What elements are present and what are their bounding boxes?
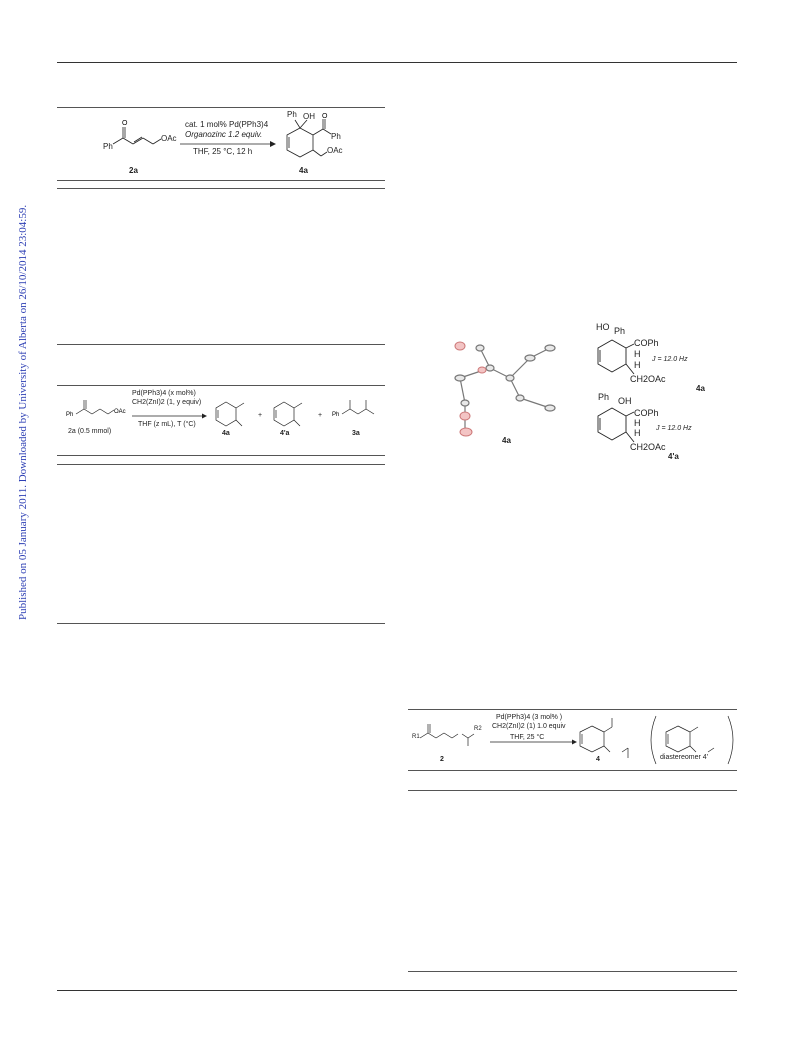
scheme2-condition-3: THF (z mL), T (°C) [138, 421, 196, 428]
scheme2-plus-2: + [318, 412, 323, 419]
page-footer-rule [57, 990, 737, 991]
scheme3-r1: R1 [412, 734, 420, 740]
bottom-coph: COPh [634, 408, 659, 418]
scheme3-condition-2: CH2(ZnI)2 (1) 1.0 equiv [492, 723, 566, 730]
top-h1: H [634, 349, 641, 359]
scheme2-condition-1: Pd(PPh3)4 (x mol%) [132, 390, 196, 397]
table3-top-rule [408, 709, 737, 710]
bottom-h2: H [634, 428, 641, 438]
scheme3-r2: R2 [474, 726, 482, 732]
scheme1-condition-3: THF, 25 °C, 12 h [193, 147, 253, 156]
figure-ortep [420, 318, 580, 448]
svg-text:Ph: Ph [66, 412, 74, 418]
figure-structures [590, 318, 730, 478]
scheme1-condition-1: cat. 1 mol% Pd(PPh3)4 [185, 120, 269, 129]
ortep-crystal-structure [420, 318, 580, 448]
bottom-label: 4'a [668, 452, 679, 461]
scheme1-prod-oac: OAc [327, 146, 343, 155]
scheme2-product1-label: 4a [222, 430, 230, 437]
svg-text:Ph: Ph [332, 412, 340, 418]
table1-mid-rule-2 [57, 188, 385, 189]
svg-text:OAc: OAc [114, 409, 126, 415]
watermark-text: Published on 05 January 2011. Downloaded by University of Alberta on 26/10/2014 23:04:59. [17, 204, 29, 620]
svg-text:O: O [122, 120, 128, 127]
bottom-ch2oac: CH2OAc [630, 442, 666, 452]
table3-mid-rule-2 [408, 790, 737, 791]
scheme1-prod-ph2: Ph [331, 132, 341, 141]
scheme2-product2-label: 4'a [280, 430, 290, 437]
figure-structures-drawing [590, 318, 730, 478]
page-header-rule [57, 62, 737, 63]
scheme3-product-label: 4 [596, 756, 600, 763]
top-coph: COPh [634, 338, 659, 348]
table2-mid-rule-1 [57, 455, 385, 456]
top-ho: HO [596, 322, 610, 332]
table3-mid-rule-1 [408, 770, 737, 771]
scheme2-product3-label: 3a [352, 430, 360, 437]
bottom-ph: Ph [598, 392, 610, 402]
scheme1-product-label: 4a [299, 166, 308, 175]
scheme3-substrate-label: 2 [440, 756, 444, 763]
table1-top-rule [57, 107, 385, 108]
scheme2-substrate-label: 2a (0.5 mmol) [68, 428, 112, 435]
scheme1 [95, 110, 365, 178]
scheme1-substrate-label: 2a [129, 166, 138, 175]
scheme3-condition-1: Pd(PPh3)4 (3 mol% ) [496, 714, 563, 721]
table1-bottom-rule [57, 344, 385, 345]
scheme1-condition-2: Organozinc 1.2 equiv. [185, 130, 263, 139]
table2-mid-rule-2 [57, 464, 385, 465]
scheme3-diastereomer-label: diastereomer 4' [660, 754, 709, 761]
scheme3 [412, 712, 736, 768]
top-j: J = 12.0 Hz [652, 356, 688, 363]
bottom-oh: OH [618, 396, 632, 406]
table2-bottom-rule [57, 623, 385, 624]
bottom-j: J = 12.0 Hz [656, 425, 692, 432]
scheme1-prod-ph: Ph [287, 110, 297, 119]
svg-text:O: O [322, 113, 328, 120]
top-ph: Ph [614, 326, 626, 336]
scheme1-prod-oh: OH [303, 112, 315, 121]
scheme1-sub-ph: Ph [103, 142, 113, 151]
table2-top-rule [57, 385, 385, 386]
bottom-h1: H [634, 418, 641, 428]
table3-bottom-rule [408, 971, 737, 972]
top-ch2oac: CH2OAc [630, 374, 666, 384]
scheme1-sub-oac: OAc [161, 134, 177, 143]
download-watermark [4, 200, 29, 620]
ortep-label: 4a [502, 436, 511, 445]
scheme3-condition-3: THF, 25 °C [510, 734, 545, 741]
scheme2 [62, 388, 384, 444]
top-label: 4a [696, 384, 705, 393]
scheme2-condition-2: CH2(ZnI)2 (1, y equiv) [132, 399, 202, 406]
table1-mid-rule-1 [57, 180, 385, 181]
scheme2-plus-1: + [258, 412, 263, 419]
top-h2: H [634, 360, 641, 370]
